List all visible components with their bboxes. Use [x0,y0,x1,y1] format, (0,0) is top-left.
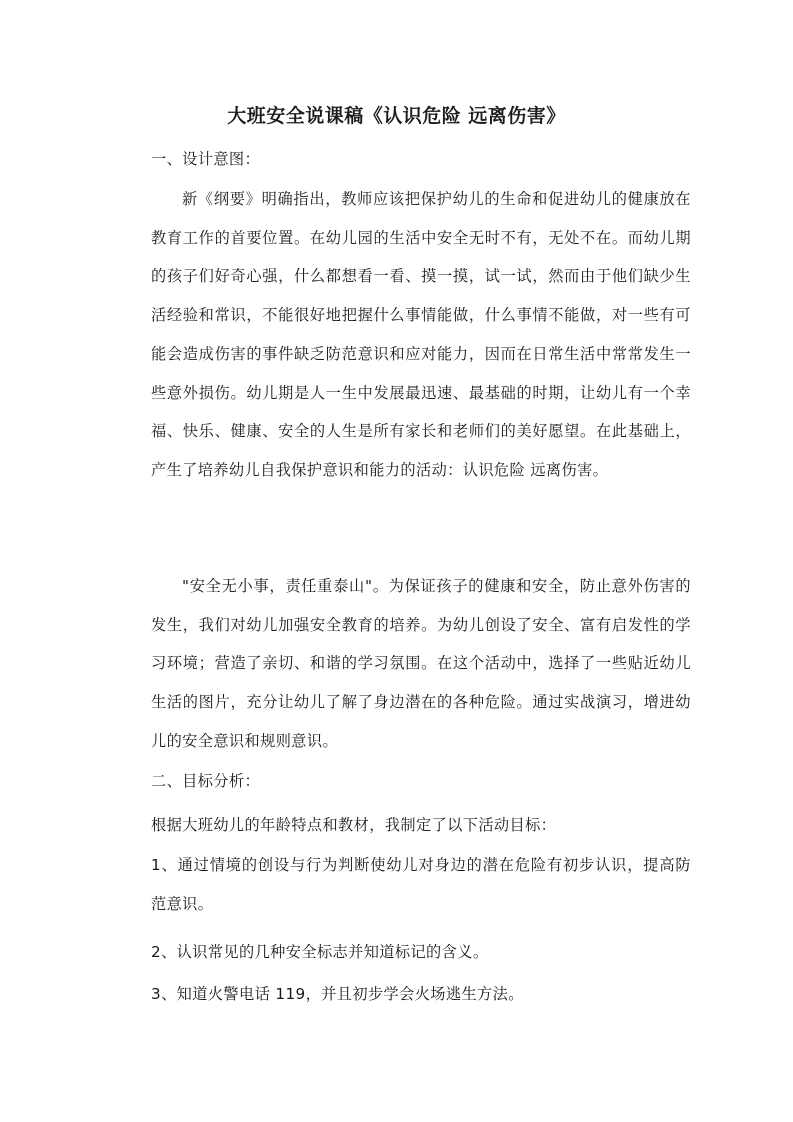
section-heading-design-intent: 一、设计意图： [151,150,261,168]
paragraph-design-intent-2: "安全无小事，责任重泰山"。为保证孩子的健康和安全，防止意外伤害的发生，我们对幼儿加强安全教育的培养。为幼儿创设了安全、富有启发性的学习环境；营造了亲切、和谐的学习氛围。在这个活动中，选择了一些贴近幼儿生活的图片，充分让幼儿了解了身边潜在的各种危险。通过实战演习，增进幼儿的安全意识和规则意识。 [151,577,691,750]
goals-intro: 根据大班幼儿的年龄特点和教材，我制定了以下活动目标： [151,816,557,834]
goal-item-3: 3、知道火警电话 119，并且初步学会火场逃生方法。 [151,985,524,1003]
goal-item-2: 2、认识常见的几种安全标志并知道标记的含义。 [151,943,489,961]
document-title: 大班安全说课稿《认识危险 远离伤害》 [227,105,566,127]
section-heading-goal-analysis: 二、目标分析： [151,772,261,790]
paragraph-design-intent-1: 新《纲要》明确指出，教师应该把保护幼儿的生命和促进幼儿的健康放在教育工作的首要位置。在幼儿园的生活中安全无时不有，无处不在。而幼儿期的孩子们好奇心强，什么都想看一看、摸一摸，试一试，然而由于他们缺少生活经验和常识，不能很好地把握什么事情能做，什么事情不能做，对一些有可能会造成伤害的事件缺乏防范意识和应对能力，因而在日常生活中常常发生一些意外损伤。幼儿期是人一生中发展最迅速、最基础的时期，让幼儿有一个幸福、快乐、健康、安全的人生是所有家长和老师们的美好愿望。在此基础上，产生了培养幼儿自我保护意识和能力的活动：认识危险 远离伤害。 [151,190,691,479]
goal-item-1: 1、通过情境的创设与行为判断使幼儿对身边的潜在危险有初步认识，提高防范意识。 [151,856,691,913]
